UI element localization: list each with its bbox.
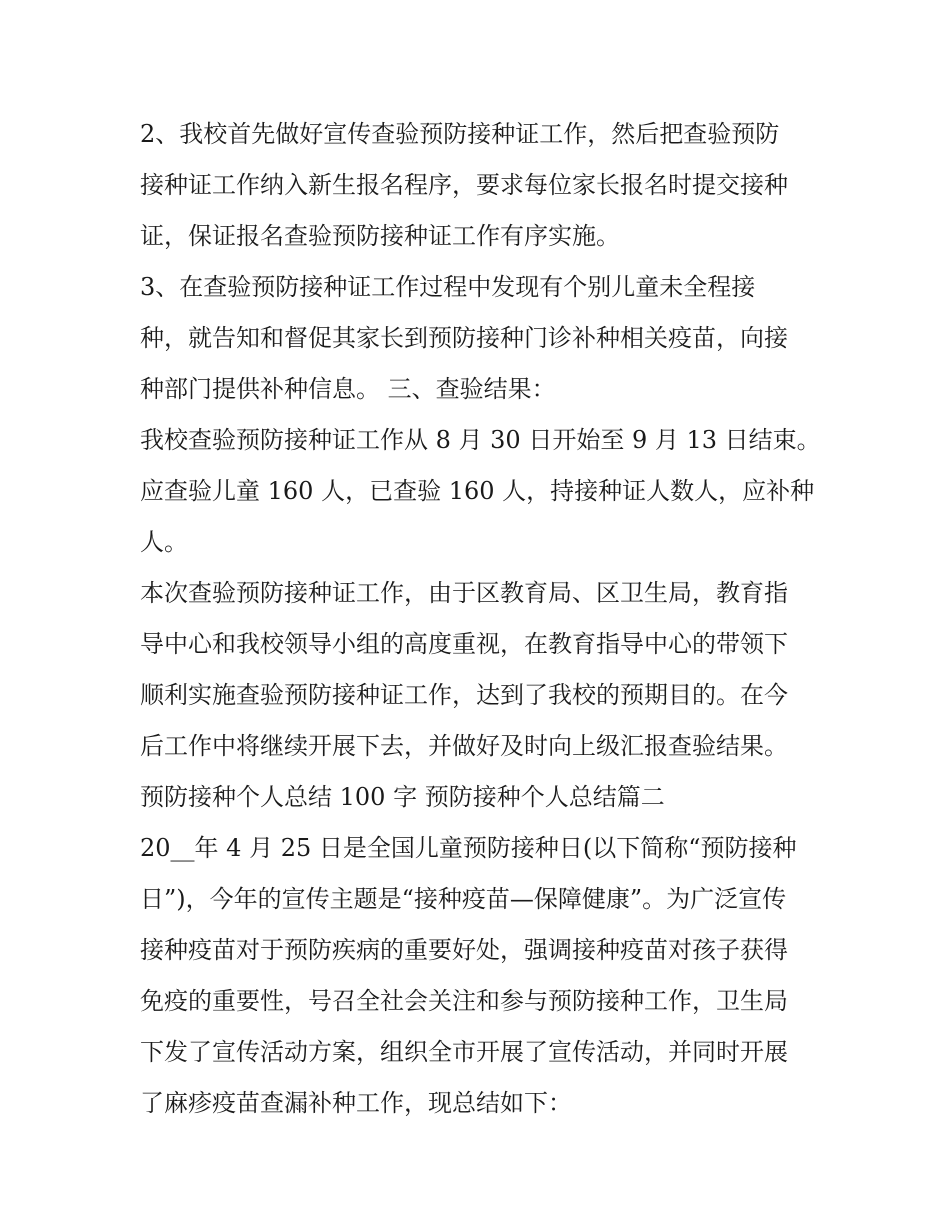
text-line: 接种疫苗对于预防疾病的重要好处，强调接种疫苗对孩子获得 bbox=[140, 936, 788, 964]
text-line: 日”)，今年的宣传主题是“接种疫苗—保障健康”。为广泛宣传 bbox=[140, 885, 787, 913]
text-line: 3、在查验预防接种证工作过程中发现有个别儿童未全程接 bbox=[140, 273, 756, 301]
section-heading: 预防接种个人总结 100 字 预防接种个人总结篇二 bbox=[140, 783, 665, 811]
text-line: 种部门提供补种信息。 三、查验结果： bbox=[140, 375, 556, 403]
text-line: 免疫的重要性，号召全社会关注和参与预防接种工作，卫生局 bbox=[140, 987, 788, 1015]
text-line: 我校查验预防接种证工作从 8 月 30 日开始至 9 月 13 日结束。 bbox=[140, 426, 821, 454]
text-line: 应查验儿童 160 人，已查验 160 人，持接种证人数人，应补种 bbox=[140, 477, 815, 505]
document-body bbox=[140, 109, 820, 1129]
text-line: 后工作中将继续开展下去，并做好及时向上级汇报查验结果。 bbox=[140, 732, 788, 760]
text-line: 本次查验预防接种证工作，由于区教育局、区卫生局，教育指 bbox=[140, 579, 788, 607]
text-line: 顺利实施查验预防接种证工作，达到了我校的预期目的。在今 bbox=[140, 681, 788, 709]
text-line: 20__年 4 月 25 日是全国儿童预防接种日(以下简称“预防接种 bbox=[140, 834, 797, 862]
text-line: 下发了宣传活动方案，组织全市开展了宣传活动，并同时开展 bbox=[140, 1038, 788, 1066]
text-line: 了麻疹疫苗查漏补种工作，现总结如下： bbox=[140, 1089, 572, 1117]
text-line: 导中心和我校领导小组的高度重视，在教育指导中心的带领下 bbox=[140, 630, 788, 658]
text-line: 人。 bbox=[140, 528, 188, 556]
text-line: 接种证工作纳入新生报名程序，要求每位家长报名时提交接种 bbox=[140, 171, 788, 199]
text-line: 种，就告知和督促其家长到预防接种门诊补种相关疫苗，向接 bbox=[140, 324, 788, 352]
text-line: 证，保证报名查验预防接种证工作有序实施。 bbox=[140, 222, 620, 250]
text-line: 2、我校首先做好宣传查验预防接种证工作，然后把查验预防 bbox=[140, 120, 780, 148]
